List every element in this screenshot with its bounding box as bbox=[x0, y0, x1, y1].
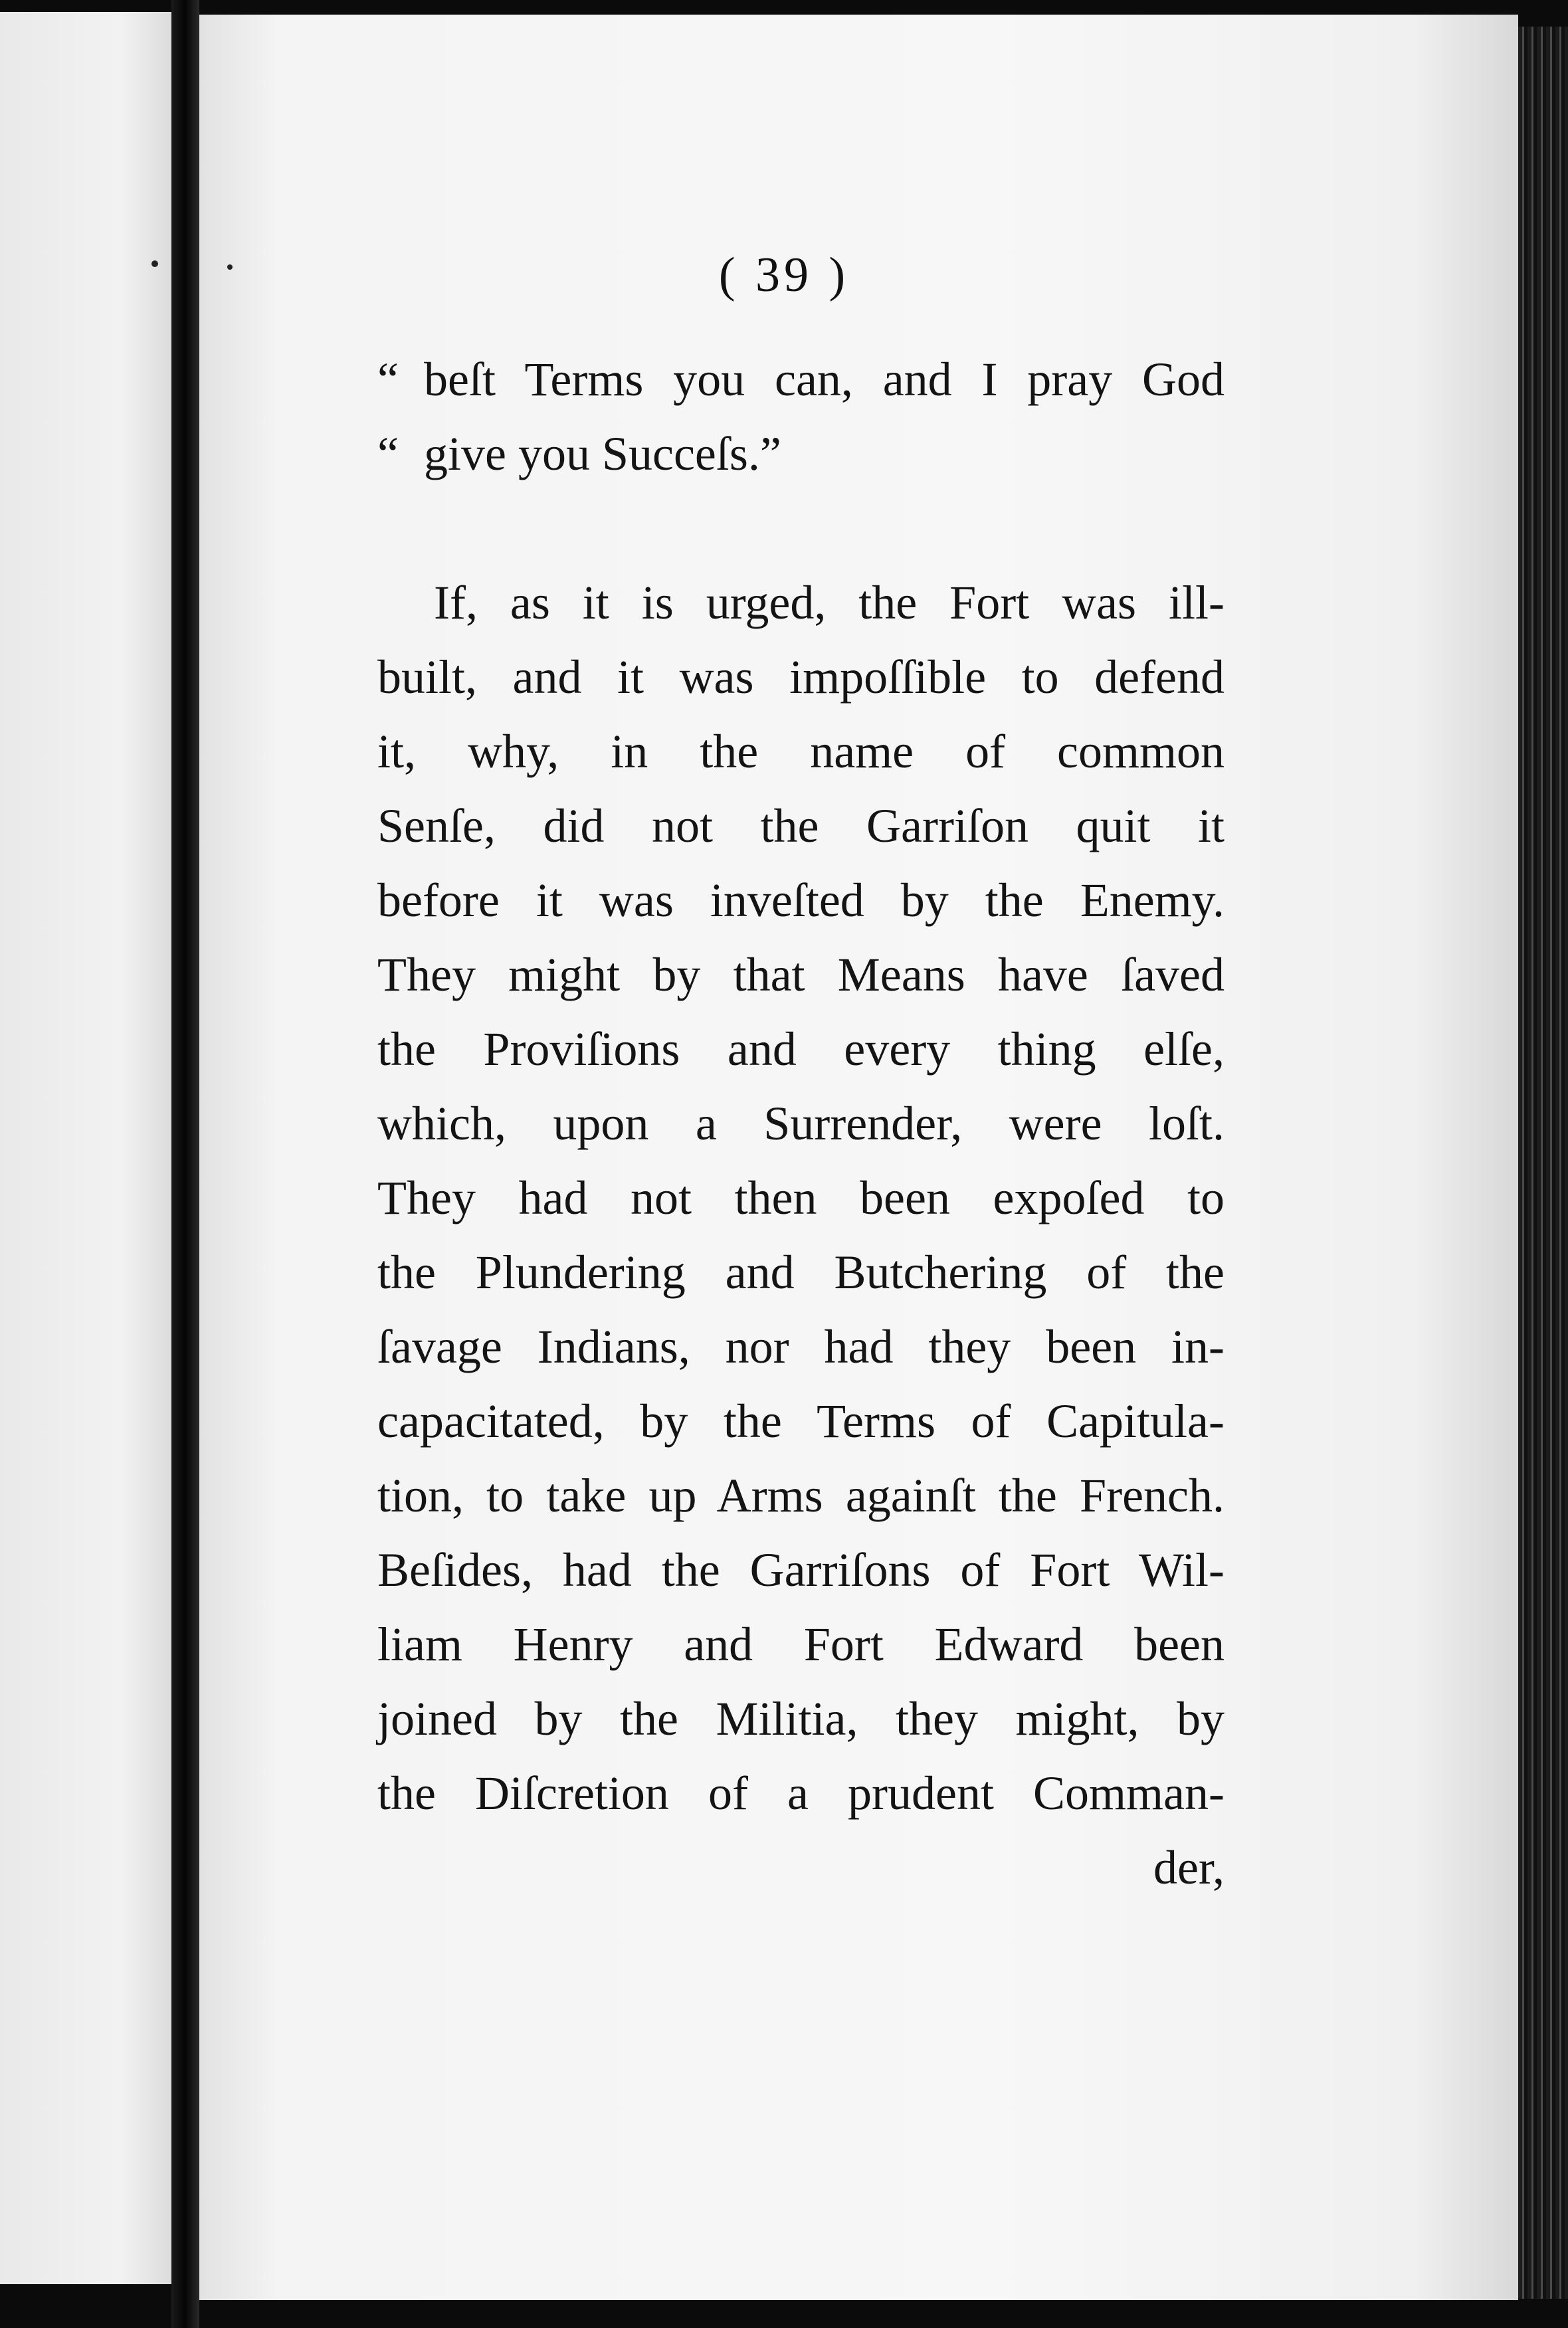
page-edges bbox=[1518, 27, 1568, 2299]
catchword: der, bbox=[1153, 1841, 1225, 1894]
text-line: Beſides, had the Garriſons of Fort Wil- bbox=[377, 1543, 1225, 1597]
text-line: Senſe, did not the Garriſon quit it bbox=[377, 799, 1225, 852]
binding-gutter bbox=[171, 0, 199, 2328]
text-line: ſavage Indians, nor had they been in- bbox=[377, 1320, 1225, 1373]
text-line: built, and it was impoſſible to defend bbox=[377, 650, 1225, 704]
text-line: They had not then been expoſed to bbox=[377, 1171, 1225, 1224]
text-line: capacitated, by the Terms of Capitula- bbox=[377, 1395, 1225, 1448]
text-line: tion, to take up Arms againſt the French. bbox=[377, 1469, 1225, 1522]
text-line: joined by the Militia, they might, by bbox=[377, 1692, 1225, 1745]
facing-page-edge bbox=[0, 12, 171, 2284]
text-line: “ beſt Terms you can, and I pray God bbox=[377, 342, 1225, 417]
text-line: the Diſcretion of a prudent Comman- bbox=[377, 1767, 1225, 1820]
text-line: the Proviſions and every thing elſe, bbox=[377, 1022, 1225, 1076]
text-line: “ give you Succeſs.” bbox=[377, 417, 1225, 491]
text-line: If, as it is urged, the Fort was ill- bbox=[434, 576, 1225, 629]
quote-mark: “ bbox=[377, 353, 399, 406]
page-number: ( 39 ) bbox=[718, 248, 850, 302]
text-line: it, why, in the name of common bbox=[377, 725, 1225, 778]
text-line: liam Henry and Fort Edward been bbox=[377, 1618, 1225, 1671]
quote-mark: “ bbox=[377, 427, 399, 480]
text-line: the Plundering and Butchering of the bbox=[377, 1246, 1225, 1299]
body-text bbox=[377, 342, 1225, 1905]
text-line: which, upon a Surrender, were loſt. bbox=[377, 1097, 1225, 1150]
text-line: They might by that Means have ſaved bbox=[377, 948, 1225, 1001]
text-line: before it was inveſted by the Enemy. bbox=[377, 874, 1225, 927]
